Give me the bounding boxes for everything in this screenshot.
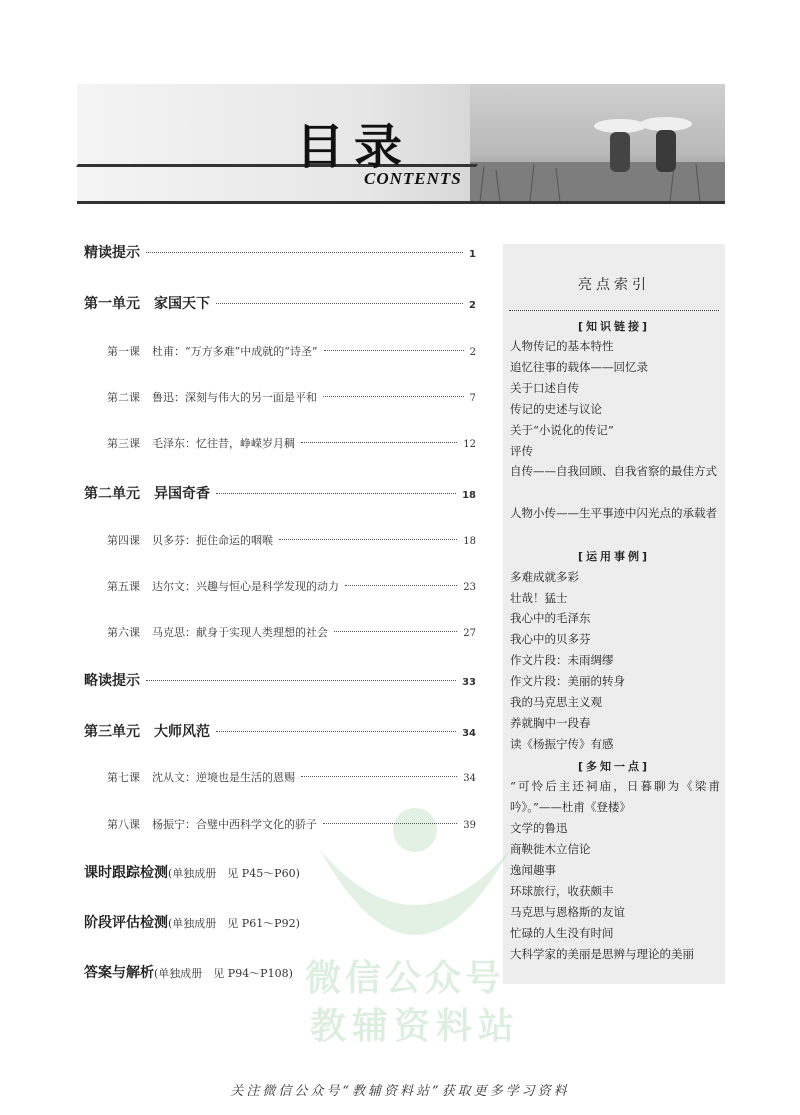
page-number: 39 <box>463 820 476 831</box>
unit-number: 第一单元 <box>84 296 140 312</box>
lesson-number: 第六课 <box>107 626 140 639</box>
unit-number: 第三单元 <box>84 724 140 740</box>
toc-unit-1[interactable] <box>84 293 476 313</box>
toc-intro[interactable] <box>84 242 476 262</box>
panel-divider <box>509 310 719 311</box>
section-heading-extra-knowledge: [多知一点] <box>577 760 651 773</box>
toc-skim-label: 略读提示 <box>84 673 140 689</box>
panel-item[interactable]: 评传 <box>510 444 533 458</box>
toc-extra-2[interactable] <box>84 912 300 932</box>
extra-note: (单独成册 见 P45～P60) <box>168 867 300 880</box>
toc-lesson-8[interactable] <box>107 816 476 832</box>
header-rule <box>76 164 478 167</box>
unit-number: 第二单元 <box>84 486 140 502</box>
page-number: 1 <box>469 249 476 260</box>
panel-item[interactable]: 读《杨振宁传》有感 <box>510 737 614 751</box>
lesson-number: 第四课 <box>107 534 140 547</box>
page-number: 2 <box>469 300 476 311</box>
extra-label: 课时跟踪检测 <box>84 865 168 881</box>
extra-note: (单独成册 见 P61～P92) <box>168 917 300 930</box>
extra-label: 阶段评估检测 <box>84 915 168 931</box>
lesson-title: 沈从文：逆境也是生活的恩赐 <box>152 771 295 784</box>
panel-item[interactable]: 人物传记的基本特性 <box>510 339 614 353</box>
lesson-title: 贝多芬：扼住命运的咽喉 <box>152 534 273 547</box>
page-number: 34 <box>462 728 476 739</box>
header-photo <box>470 84 725 202</box>
header-bottom-rule <box>77 201 725 204</box>
unit-title: 家国天下 <box>154 296 210 312</box>
lesson-number: 第三课 <box>107 437 140 450</box>
panel-item[interactable]: 追忆往事的载体——回忆录 <box>510 360 648 374</box>
panel-item[interactable]: 作文片段：未雨绸缪 <box>510 653 614 667</box>
panel-item[interactable]: 壮哉！猛士 <box>510 591 568 605</box>
unit-title: 异国奇香 <box>154 486 210 502</box>
page-number: 27 <box>463 628 476 639</box>
watermark-text-1: 微信公众号 <box>305 958 506 999</box>
lesson-title: 毛泽东：忆往昔，峥嵘岁月稠 <box>152 437 295 450</box>
panel-item[interactable]: 文学的鲁迅 <box>510 821 568 835</box>
footer-note: 关注微信公众号“教辅资料站”获取更多学习资料 <box>230 1084 570 1099</box>
highlights-panel <box>503 244 725 984</box>
lesson-title: 马克思：献身于实现人类理想的社会 <box>152 626 328 639</box>
panel-item[interactable]: 作文片段：美丽的转身 <box>510 674 625 688</box>
panel-item[interactable]: 人物小传——生平事迹中闪光点的承载者 <box>510 506 717 520</box>
page-number: 18 <box>462 490 476 501</box>
unit-title: 大师风范 <box>154 724 210 740</box>
panel-item[interactable]: 关于“小说化的传记” <box>510 423 614 437</box>
extra-note: (单独成册 见 P94～P108) <box>154 967 293 980</box>
panel-item[interactable]: 关于口述自传 <box>510 381 579 395</box>
toc-lesson-6[interactable] <box>107 624 476 640</box>
panel-item[interactable]: 忙碌的人生没有时间 <box>510 926 614 940</box>
panel-item[interactable]: 我的马克思主义观 <box>510 695 602 709</box>
panel-item[interactable]: 我心中的毛泽东 <box>510 611 591 625</box>
toc-lesson-3[interactable] <box>107 435 476 451</box>
page-number: 12 <box>463 439 476 450</box>
panel-item[interactable]: 环球旅行，收获颇丰 <box>510 884 614 898</box>
page-number: 34 <box>463 773 476 784</box>
lesson-title: 杨振宁：合璧中西科学文化的骄子 <box>152 818 317 831</box>
toc-lesson-2[interactable] <box>107 389 476 405</box>
page-number: 7 <box>469 393 476 404</box>
panel-item[interactable]: “可怜后主还祠庙，日暮聊为《梁甫吟》。”——杜甫《登楼》 <box>510 779 720 814</box>
lesson-title: 达尔文：兴趣与恒心是科学发现的动力 <box>152 580 339 593</box>
page-number: 23 <box>463 582 476 593</box>
lesson-number: 第八课 <box>107 818 140 831</box>
panel-item[interactable]: 自传——自我回顾、自我省察的最佳方式 <box>510 464 717 478</box>
extra-label: 答案与解析 <box>84 965 154 981</box>
lesson-number: 第一课 <box>107 345 140 358</box>
page-title: 目录 <box>296 119 413 175</box>
toc-skim[interactable] <box>84 670 476 690</box>
toc-extra-3[interactable] <box>84 962 293 982</box>
panel-item[interactable]: 养就胸中一段春 <box>510 716 591 730</box>
section-heading-knowledge: [知识链接] <box>577 320 651 333</box>
lesson-title: 鲁迅：深刻与伟大的另一面是平和 <box>152 391 317 404</box>
lesson-number: 第七课 <box>107 771 140 784</box>
panel-title: 亮点索引 <box>578 277 650 293</box>
page-number: 18 <box>463 536 476 547</box>
toc-lesson-1[interactable] <box>107 343 476 359</box>
toc-lesson-5[interactable] <box>107 578 476 594</box>
panel-item[interactable]: 多难成就多彩 <box>510 570 579 584</box>
toc-unit-3[interactable] <box>84 721 476 741</box>
section-heading-examples: [运用事例] <box>577 550 651 563</box>
lesson-title: 杜甫：“万方多难”中成就的“诗圣” <box>152 345 318 358</box>
toc-lesson-7[interactable] <box>107 769 476 785</box>
page-number: 33 <box>462 677 476 688</box>
panel-item[interactable]: 大科学家的美丽是思辨与理论的美丽 <box>510 947 694 961</box>
toc-intro-label: 精读提示 <box>84 245 140 261</box>
panel-item[interactable]: 传记的史述与议论 <box>510 402 602 416</box>
watermark-text-2: 教辅资料站 <box>310 1006 521 1047</box>
page-number: 2 <box>469 347 476 358</box>
toc-unit-2[interactable] <box>84 483 476 503</box>
panel-item[interactable]: 商鞅徙木立信论 <box>510 842 591 856</box>
panel-item[interactable]: 马克思与恩格斯的友谊 <box>510 905 625 919</box>
lesson-number: 第五课 <box>107 580 140 593</box>
toc-extra-1[interactable] <box>84 862 300 882</box>
panel-item[interactable]: 逸闻趣事 <box>510 863 556 877</box>
panel-item[interactable]: 我心中的贝多芬 <box>510 632 591 646</box>
page-subtitle: CONTENTS <box>364 169 462 188</box>
lesson-number: 第二课 <box>107 391 140 404</box>
toc-lesson-4[interactable] <box>107 532 476 548</box>
